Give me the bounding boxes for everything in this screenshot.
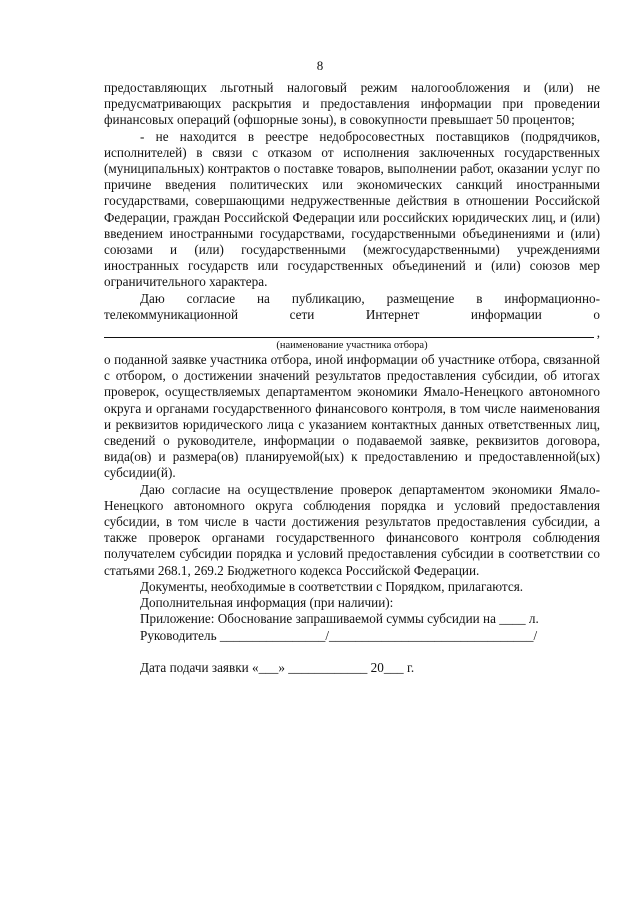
paragraph-offshore: предоставляющих льготный налоговый режим налогообложения и (или) не предусматривающих раскрытия и предоставления информации при проведении финансовых операций (офшорные зоны), в совокупности превышает 50 процентов; — [104, 80, 600, 128]
head-signature-line: Руководитель ________________/_______________________________/ — [140, 627, 538, 643]
consent-inspection-paragraph: Даю согласие на осуществление проверок департаментом экономики Ямало-Ненецкого автономного округа соблюдения порядка и условий предоставления субсидии, в том числе в части достижения результатов предоставления субсидии, а также проверок органами государственного финансового контроля соблюдения получателем субсидии порядка и условий предоставления субсидии в соответствии со статьями 268.1, 269.2 Бюджетного кодекса Российской Федерации. — [104, 481, 600, 578]
attachment-line: Приложение: Обоснование запрашиваемой суммы субсидии на ____ л. — [140, 611, 539, 627]
document-body — [104, 80, 600, 676]
submission-date-line: Дата подачи заявки «___» ____________ 20___ г. — [140, 659, 415, 675]
blank-comma: , — [596, 324, 600, 340]
additional-info-line: Дополнительная информация (при наличии): — [140, 595, 394, 611]
page-number: 8 — [316, 58, 324, 73]
participant-name-caption: (наименование участника отбора) — [276, 340, 428, 352]
consent-publication-line2: телекоммуникационной сети Интернет информации о — [104, 306, 600, 322]
consent-publication-body: о поданной заявке участника отбора, иной информации об участнике отбора, связанной с отбором, о достижении значений результатов предоставления субсидии, об итогах проверок, осуществляемых департаментом экономики Ямало-Ненецкого автономного округа и органами государственного финансового контроля, в том числе наименования и реквизитов юридического лица с указанием контактных данных ответственных лиц, сведений о руководителе, информации о подаваемой заявке, реквизитов договора, вида(ов) и размера(ов) планируемой(ых) к предоставлению и предоставленной(ых) субсидии(й). — [104, 352, 600, 481]
spacer — [104, 644, 600, 660]
consent-publication-line1: Даю согласие на публикацию, размещение в информационно- — [140, 290, 600, 306]
documents-attached-line: Документы, необходимые в соответствии с Порядком, прилагаются. — [140, 578, 524, 594]
participant-name-blank[interactable] — [104, 324, 600, 340]
paragraph-registry: - не находится в реестре недобросовестных поставщиков (подрядчиков, исполнителей) в связи с отказом от исполнения заключенных государственных (муниципальных) контрактов о поставке товаров, выполнении работ, оказании услуг по причине введения политических или экономических санкций иностранными государствами, совершающими недружественные действия в отношении Российской Федерации, граждан Российской Федерации или российских юридических лиц, и (или) введением иностранными государствами, государственными объединениями и (или) союзами и (или) государственными (межгосударственными) учреждениями иностранных государств или государственных объединений и (или) союзов мер ограничительного характера. — [104, 128, 600, 290]
